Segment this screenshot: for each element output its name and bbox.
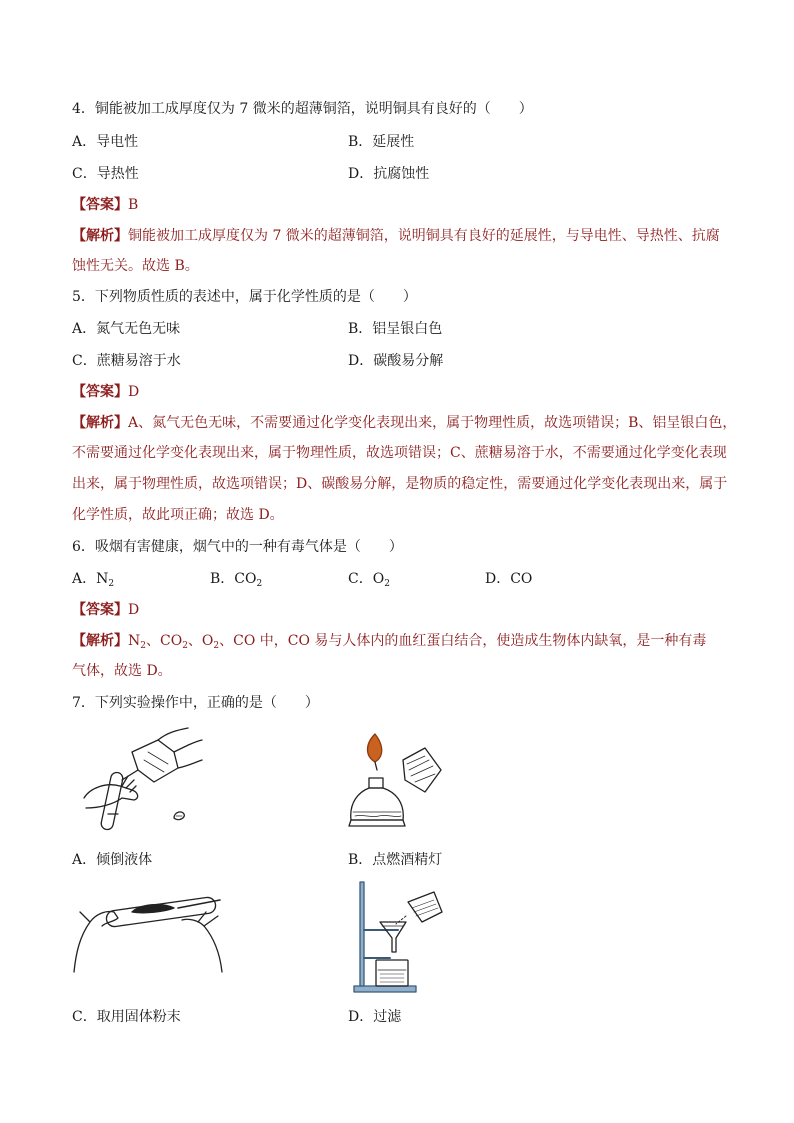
figure-pouring-liquid	[78, 722, 208, 834]
q4-option-a: A．导电性	[72, 134, 139, 150]
q5-option-a: A．氮气无色无味	[72, 321, 181, 337]
q5-analysis-line-1	[72, 413, 736, 433]
analysis-text: 铜能被加工成厚度仅为 7 微米的超薄铜箔，说明铜具有良好的延展性，与导电性、导热性、抗腐	[128, 228, 720, 244]
analysis-label: 【解析】	[72, 633, 128, 649]
q5-answer	[72, 382, 139, 402]
q5-option-b: B．铝呈银白色	[348, 321, 443, 337]
q7-option-a: A．倾倒液体	[72, 852, 153, 868]
q5-analysis-line-3: 出来，属于物理性质，故选项错误；D、碳酸易分解，是物质的稳定性，需要通过化学变化表现出来，属于	[72, 476, 728, 492]
figure-filtration	[350, 878, 446, 996]
q5-option-d: D．碳酸易分解	[348, 353, 444, 369]
q5-analysis-line-2: 不需要通过化学变化表现出来，属于物理性质，故选项错误；C、蔗糖易溶于水，不需要通过化学变化表现	[72, 445, 727, 461]
q5-option-c: C．蔗糖易溶于水	[72, 353, 181, 369]
q5-analysis-line-4: 化学性质，故此项正确；故选 D。	[72, 507, 284, 523]
answer-value: B	[128, 197, 139, 213]
q7-stem: 7．下列实验操作中，正确的是（ ）	[72, 695, 319, 711]
q6-option-c: C．$O_2$	[348, 571, 390, 589]
q7-option-d: D．过滤	[348, 1009, 402, 1025]
answer-label: 【答案】	[72, 602, 128, 618]
q6-option-b: B．$CO_2$	[210, 571, 263, 589]
figure-lighting-alcohol-lamp	[345, 730, 445, 834]
q7-option-c: C．取用固体粉末	[72, 1009, 181, 1025]
analysis-label: 【解析】	[72, 415, 128, 431]
q4-answer	[72, 195, 138, 215]
q6-option-a: A．$N_2$	[72, 571, 115, 589]
q4-option-c: C．导热性	[72, 166, 139, 182]
answer-value: D	[128, 384, 140, 400]
q4-analysis-line-1	[72, 226, 720, 246]
q6-option-d: D．CO	[485, 571, 533, 587]
q4-analysis-line-2: 蚀性无关。故选 B。	[72, 258, 199, 274]
figure-taking-solid-powder	[70, 882, 226, 978]
analysis-text: A、氮气无色无味，不需要通过化学变化表现出来，属于物理性质，故选项错误；B、铝呈银白色，	[128, 415, 737, 431]
answer-label: 【答案】	[72, 197, 128, 213]
answer-label: 【答案】	[72, 384, 128, 400]
q4-option-b: B．延展性	[348, 134, 415, 150]
q6-answer	[72, 600, 139, 620]
q4-stem: 4．铜能被加工成厚度仅为 7 微米的超薄铜箔，说明铜具有良好的（ ）	[72, 101, 533, 117]
q6-analysis-line-2: 气体，故选 D。	[72, 663, 172, 679]
q6-stem: 6．吸烟有害健康，烟气中的一种有毒气体是（ ）	[72, 539, 403, 555]
answer-value: D	[128, 602, 140, 618]
q7-option-b: B．点燃酒精灯	[348, 852, 443, 868]
analysis-label: 【解析】	[72, 228, 128, 244]
q4-option-d: D．抗腐蚀性	[348, 166, 430, 182]
q6-analysis-line-1: 【解析】$N_2$、$CO_2$、$O_2$、CO 中，CO 易与人体内的血红蛋白结合，使造成生物体内缺氧，是一种有毒	[72, 633, 707, 651]
q5-stem: 5．下列物质性质的表述中，属于化学性质的是（ ）	[72, 289, 417, 305]
